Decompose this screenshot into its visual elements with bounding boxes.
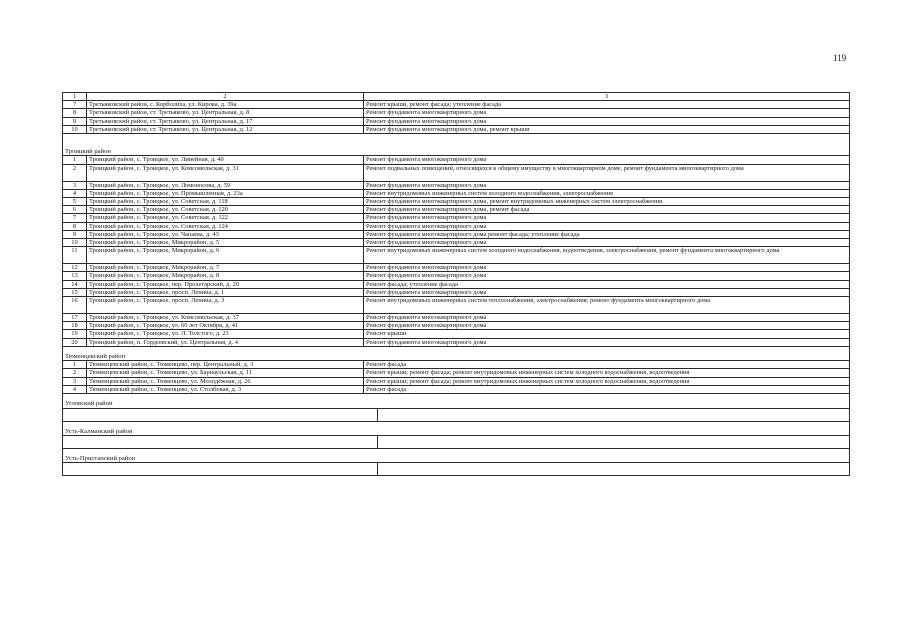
row-work-type: Ремонт фундамента многоквартирного дома [366, 314, 487, 322]
row-work-type: Ремонт крыши [366, 330, 407, 338]
row-work-type: Ремонт фасада [366, 361, 407, 369]
row-number: 8 [63, 223, 87, 230]
row-number: 10 [63, 126, 87, 133]
row-work-type: Ремонт фундамента многоквартирного дома [366, 181, 487, 189]
row-address: Троицкий район, с. Троицкое, ул. Комсомольская, д. 37 [87, 314, 364, 321]
table-row [63, 247, 849, 264]
table-row [63, 109, 849, 117]
row-number: 11 [63, 247, 87, 263]
row-work-type: Ремонт фасада [366, 385, 407, 393]
row-work-type: Ремонт фундамента многоквартирного дома, ремонт крыши [366, 125, 530, 133]
district-title: Усть-Пристанский район [63, 449, 849, 463]
table-row [63, 339, 849, 347]
row-number: 15 [63, 289, 87, 296]
repair-program-table [62, 92, 850, 476]
table-header-row [63, 93, 849, 101]
row-number: 4 [63, 386, 87, 393]
row-work-type: Ремонт внутридомовых инженерных систем холодного водоснабжения, электроснабжения [366, 189, 614, 197]
district-title: Усть-Калманский район [63, 422, 849, 436]
row-address: Троицкий район, с. Троицкое, Микрорайон, д. 7 [87, 264, 364, 271]
empty-cell [63, 463, 378, 475]
row-number: 1 [63, 156, 87, 163]
row-address: Троицкий район, с. Троицкое, Микрорайон, д. 8 [87, 272, 364, 279]
row-work-type: Ремонт фундамента многоквартирного дома [366, 222, 487, 230]
row-address: Троицкий район, с. Троицкое, ул. Советская, д. 118 [87, 198, 364, 205]
table-row [63, 272, 849, 280]
row-work-type: Ремонт внутридомовых инженерных систем холодного водоснабжения, водоотведения, электроснабжения, ремонт фундамента многоквартирного дома [366, 247, 780, 255]
table-row [63, 289, 849, 297]
district-title: Угловский район [63, 394, 849, 408]
row-number: 2 [63, 369, 87, 376]
row-work-type: Ремонт фундамента многоквартирного дома [366, 156, 487, 164]
table-row [63, 386, 849, 394]
row-work-type: Ремонт крыши; ремонт фасада; ремонт внутридомовых инженерных систем холодного водоснабжения, водоотведения [366, 377, 690, 385]
row-work-type: Ремонт фундамента многоквартирного дома [366, 117, 487, 125]
row-address: Троицкий район, с. Троицкое, ул. Комсомольская, д. 31 [87, 165, 364, 181]
empty-cell [378, 463, 849, 475]
empty-district-row [63, 436, 849, 449]
row-work-type: Ремонт фундамента многоквартирного дома [366, 288, 487, 296]
row-address: Троицкий район, с. Троицкое, ул. Линейная, д. 40 [87, 156, 364, 163]
empty-district-row [63, 409, 849, 422]
row-address: Троицкий район, с. Троицкое, ул. Ломоносова, д. 59 [87, 182, 364, 189]
row-number: 1 [63, 361, 87, 368]
row-work-type: Ремонт фундамента многоквартирного дома, ремонт фасада [366, 206, 530, 214]
row-number: 7 [63, 214, 87, 221]
row-work-type: Ремонт фундамента многоквартирного дома [366, 239, 487, 247]
row-number: 20 [63, 339, 87, 346]
row-address: Третьяковский район, с. Корболиха, ул. Кирова, д. 39а [87, 101, 364, 108]
header-col-1: 1 [63, 93, 87, 100]
row-number: 18 [63, 322, 87, 329]
header-col-3: 3 [604, 93, 609, 100]
table-row [63, 264, 849, 272]
table-row [63, 198, 849, 206]
row-work-type: Ремонт фундамента многоквартирного дома ремонт фасада; утепление фасада [366, 230, 580, 238]
row-work-type: Ремонт фасада; утепление фасада [366, 280, 458, 288]
row-address: Тюменцевский район, с. Тюменцево, ул. Молодёжная, д. 26 [87, 378, 364, 385]
table-row [63, 297, 849, 314]
row-number: 3 [63, 182, 87, 189]
row-number: 10 [63, 239, 87, 246]
table-row [63, 126, 849, 134]
table-row [63, 156, 849, 164]
table-row [63, 369, 849, 377]
row-address: Троицкий район, с. Троицкое, ул. Советская, д. 122 [87, 214, 364, 221]
empty-cell [63, 436, 378, 448]
row-number: 3 [63, 378, 87, 385]
row-number: 13 [63, 272, 87, 279]
table-row [63, 182, 849, 190]
row-number: 7 [63, 101, 87, 108]
row-address: Троицкий район, с. Троицкое, ул. Чапаева, д. 43 [87, 231, 364, 238]
row-work-type: Ремонт подвальных помещений, относящихся к общему имуществу в многоквартирном доме, ремонт фундамента многоквартирного дома [366, 164, 744, 172]
page-number: 119 [833, 53, 847, 63]
row-address: Троицкий район, с. Троицкое, ул. Промышленная, д. 23а [87, 190, 364, 197]
row-number: 16 [63, 297, 87, 313]
table-row [63, 378, 849, 386]
row-address: Третьяковский район, ст. Третьяково, ул. Центральная, д. 17 [87, 118, 364, 125]
row-address: Троицкий район, с. Троицкое, просп. Ленина, д. 1 [87, 289, 364, 296]
table-row [63, 231, 849, 239]
table-body [63, 101, 849, 476]
row-number: 14 [63, 281, 87, 288]
row-number: 5 [63, 198, 87, 205]
row-number: 2 [63, 165, 87, 181]
row-address: Троицкий район, с. Троицкое, пер. Пролетарский, д. 20 [87, 281, 364, 288]
row-work-type: Ремонт внутридомовых инженерных систем теплоснабжения, электроснабжения; ремонт фундамента многоквартирного дома [366, 297, 711, 305]
row-address: Троицкий район, п. Гордеевский, ул. Центральная, д. 4 [87, 339, 364, 346]
row-number: 19 [63, 330, 87, 337]
row-number: 9 [63, 118, 87, 125]
row-number: 12 [63, 264, 87, 271]
empty-cell [378, 436, 849, 448]
table-row [63, 239, 849, 247]
table-row [63, 314, 849, 322]
table-row [63, 165, 849, 182]
table-row [63, 101, 849, 109]
row-address: Троицкий район, с. Троицкое, ул. 60 лет Октября, д. 41 [87, 322, 364, 329]
row-work-type: Ремонт фундамента многоквартирного дома [366, 338, 487, 346]
empty-district-row [63, 463, 849, 476]
row-work-type: Ремонт фундамента многоквартирного дома [366, 322, 487, 330]
table-row [63, 322, 849, 330]
row-number: 6 [63, 206, 87, 213]
row-number: 8 [63, 109, 87, 116]
empty-cell [63, 409, 378, 421]
row-address: Тюменцевский район, с. Тюменцево, ул. Барнаульская, д. 11 [87, 369, 364, 376]
row-work-type: Ремонт фундамента многоквартирного дома [366, 109, 487, 117]
row-work-type: Ремонт фундамента многоквартирного дома [366, 264, 487, 272]
district-title: Тюменцевский район [63, 347, 849, 361]
table-row [63, 281, 849, 289]
row-work-type: Ремонт крыши, ремонт фасада; утепление фасада [366, 101, 502, 109]
table-row [63, 206, 849, 214]
table-row [63, 361, 849, 369]
row-address: Троицкий район, с. Троицкое, просп. Ленина, д. 3 [87, 297, 364, 313]
table-row [63, 223, 849, 231]
row-address: Тюменцевский район, с. Тюменцево, ул. Столбовая, д. 3 [87, 386, 364, 393]
empty-cell [378, 409, 849, 421]
district-title: Троицкий район [63, 144, 849, 156]
row-address: Троицкий район, с. Троицкое, ул. Л. Толстого, д. 23 [87, 330, 364, 337]
row-address: Троицкий район, с. Троицкое, ул. Советская, д. 120 [87, 206, 364, 213]
row-address: Троицкий район, с. Троицкое, Микрорайон, д. 6 [87, 247, 364, 263]
table-row [63, 190, 849, 198]
row-work-type: Ремонт крыши; ремонт фасада; ремонт внутридомовых инженерных систем холодного водоснабжения, водоотведения [366, 369, 690, 377]
row-work-type: Ремонт фундамента многоквартирного дома [366, 272, 487, 280]
row-address: Третьяковский район, ст. Третьяково, ул. Центральная, д. 8 [87, 109, 364, 116]
row-number: 17 [63, 314, 87, 321]
table-row [63, 330, 849, 338]
table-row [63, 118, 849, 126]
row-address: Тюменцевский район, с. Тюменцево, пер. Центральный, д. 3 [87, 361, 364, 368]
row-number: 4 [63, 190, 87, 197]
row-address: Третьяковский район, ст. Третьяково, ул. Центральная, д. 12 [87, 126, 364, 133]
header-col-2: 2 [87, 93, 364, 100]
table-row [63, 214, 849, 222]
row-work-type: Ремонт фундамента многоквартирного дома, ремонт внутридомовых инженерных систем электроснабжения [366, 198, 663, 206]
row-address: Троицкий район, с. Троицкое, Микрорайон, д. 5 [87, 239, 364, 246]
row-work-type: Ремонт фундамента многоквартирного дома [366, 214, 487, 222]
row-number: 9 [63, 231, 87, 238]
row-address: Троицкий район, с. Троицкое, ул. Советская, д. 124 [87, 223, 364, 230]
